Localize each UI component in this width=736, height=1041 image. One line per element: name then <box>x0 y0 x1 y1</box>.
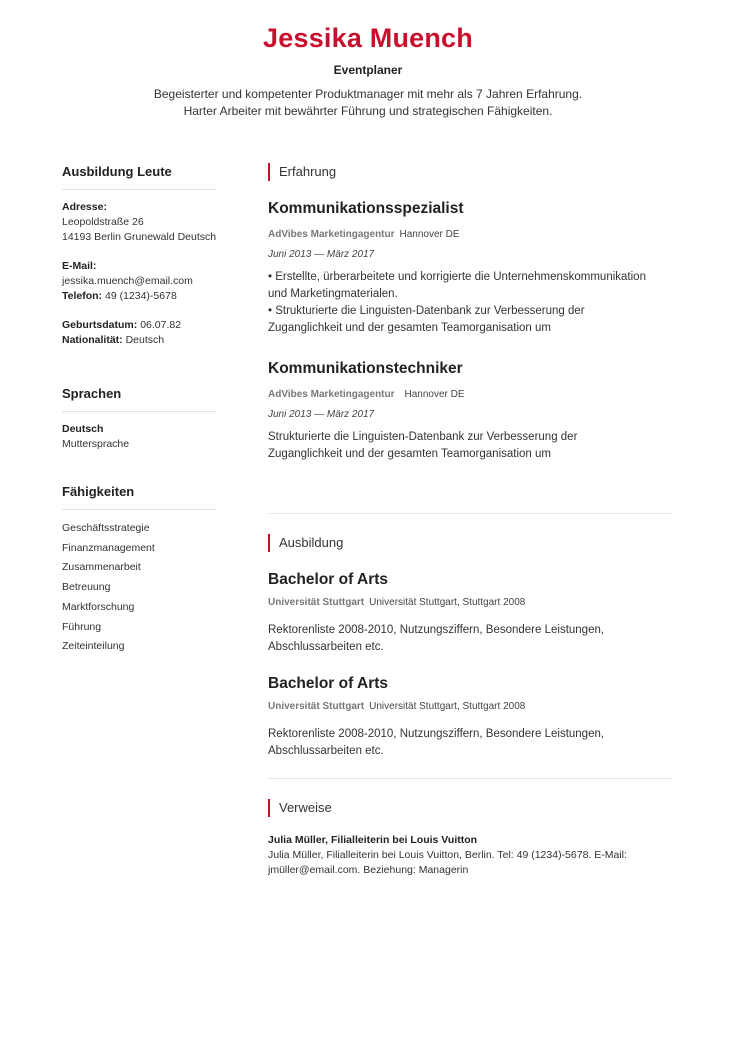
desc-line: und Marketingmaterialen. <box>268 288 398 300</box>
education-meta <box>268 700 672 714</box>
languages-section-title: Sprachen <box>62 386 122 401</box>
education-meta <box>268 596 672 610</box>
desc-line: Rektorenliste 2008-2010, Nutzungsziffern, Besondere Leistungen, <box>268 624 605 636</box>
education-description <box>268 622 672 656</box>
reference-line: Julia Müller, Filialleiterin bei Louis Vuitton, Berlin. Tel: 49 (1234)-5678. E-Mail: <box>268 849 627 861</box>
address-line: 14193 Berlin Grunewald Deutsch <box>62 231 217 243</box>
school-detail: Universität Stuttgart, Stuttgart 2008 <box>369 701 526 712</box>
desc-line: Zuganglichkeit und der gesamten Teamorganisation um <box>268 322 551 334</box>
job-dates: Juni 2013 — März 2017 <box>268 249 375 260</box>
job-title: Kommunikationstechniker <box>268 360 463 377</box>
desc-line: Zuganglichkeit und der gesamten Teamorganisation um <box>268 448 551 460</box>
skill-item: Betreuung <box>62 581 111 594</box>
address-label: Adresse: <box>62 201 107 213</box>
job-location: Hannover DE <box>399 229 460 240</box>
school-detail: Universität Stuttgart, Stuttgart 2008 <box>369 597 526 608</box>
birth-value: 06.07.82 <box>140 319 182 331</box>
skill-item: Marktforschung <box>62 600 135 613</box>
references-section-title: Verweise <box>268 799 672 817</box>
languages-section <box>62 385 217 452</box>
email-value: jessika.muench@email.com <box>62 275 193 287</box>
experience-section <box>268 163 672 463</box>
birth-label: Geburtsdatum: <box>62 319 138 331</box>
personal-section <box>62 163 217 348</box>
job-org: AdVibes Marketingagentur <box>268 389 395 400</box>
school-name: Universität Stuttgart <box>268 597 365 608</box>
desc-line: Strukturierte die Linguisten-Datenbank zur Verbesserung der <box>268 431 578 443</box>
job-entry <box>268 199 672 337</box>
skills-section <box>62 483 217 657</box>
school-name: Universität Stuttgart <box>268 701 365 712</box>
skill-item: Zusammenarbeit <box>62 561 141 574</box>
reference-details <box>268 848 672 878</box>
skills-list <box>62 519 217 657</box>
experience-section-title: Erfahrung <box>268 163 672 181</box>
desc-line: Abschlussarbeiten etc. <box>268 641 384 653</box>
phone-label: Telefon: <box>62 290 103 302</box>
language-item <box>62 422 217 452</box>
reference-line: jmüller@email.com. Beziehung: Managerin <box>268 864 469 876</box>
skill-item: Geschäftsstrategie <box>62 522 150 534</box>
job-location: Hannover DE <box>404 389 465 400</box>
phone-value: 49 (1234)-5678 <box>104 290 177 302</box>
job-meta <box>268 228 672 242</box>
education-entry <box>268 570 672 656</box>
personal-section-title: Ausbildung Leute <box>62 164 172 179</box>
summary-line: Harter Arbeiter mit bewährter Führung und strategischen Fähigkeiten. <box>183 104 553 118</box>
degree-title: Bachelor of Arts <box>268 571 389 588</box>
divider <box>268 778 672 779</box>
job-org: AdVibes Marketingagentur <box>268 229 395 240</box>
degree-title: Bachelor of Arts <box>268 675 389 692</box>
education-description <box>268 726 672 760</box>
divider <box>62 509 217 510</box>
job-role: Eventplaner <box>333 63 403 77</box>
job-dates: Juni 2013 — März 2017 <box>268 409 375 420</box>
job-meta <box>268 388 672 402</box>
job-description <box>268 429 672 463</box>
summary <box>0 86 736 120</box>
reference-name: Julia Müller, Filialleiterin bei Louis Vuitton <box>268 834 478 846</box>
language-name: Deutsch <box>62 423 104 435</box>
address-block <box>62 200 217 245</box>
contact-block <box>62 259 217 304</box>
education-section <box>268 534 672 760</box>
desc-line: • Erstellte, ürberarbeitete und korrigierte die Unternehmenskommunikation <box>268 271 646 283</box>
language-level: Muttersprache <box>62 438 130 450</box>
summary-line: Begeisterter und kompetenter Produktmanager mit mehr als 7 Jahren Erfahrung. <box>153 87 583 101</box>
skill-item: Führung <box>62 620 102 633</box>
job-title: Kommunikationsspezialist <box>268 200 464 217</box>
skill-item: Zeiteinteilung <box>62 640 125 653</box>
skills-section-title: Fähigkeiten <box>62 484 135 499</box>
sidebar <box>62 163 217 657</box>
resume-header <box>0 0 736 120</box>
main-content <box>268 163 672 878</box>
address-line: Leopoldstraße 26 <box>62 216 144 228</box>
email-label: E-Mail: <box>62 260 97 272</box>
skill-item: Finanzmanagement <box>62 541 155 554</box>
references-section <box>268 799 672 878</box>
education-section-title: Ausbildung <box>268 534 672 552</box>
education-entry <box>268 674 672 760</box>
divider <box>62 411 217 412</box>
desc-line: Abschlussarbeiten etc. <box>268 745 384 757</box>
divider <box>268 513 672 514</box>
candidate-name: Jessika Muench <box>263 23 473 53</box>
nationality-value: Deutsch <box>125 334 165 346</box>
job-entry <box>268 359 672 463</box>
desc-line: Rektorenliste 2008-2010, Nutzungsziffern, Besondere Leistungen, <box>268 728 605 740</box>
divider <box>62 189 217 190</box>
job-description <box>268 269 672 337</box>
nationality-label: Nationalität: <box>62 334 123 346</box>
birth-block <box>62 318 217 348</box>
desc-line: • Strukturierte die Linguisten-Datenbank zur Verbesserung der <box>268 305 585 317</box>
